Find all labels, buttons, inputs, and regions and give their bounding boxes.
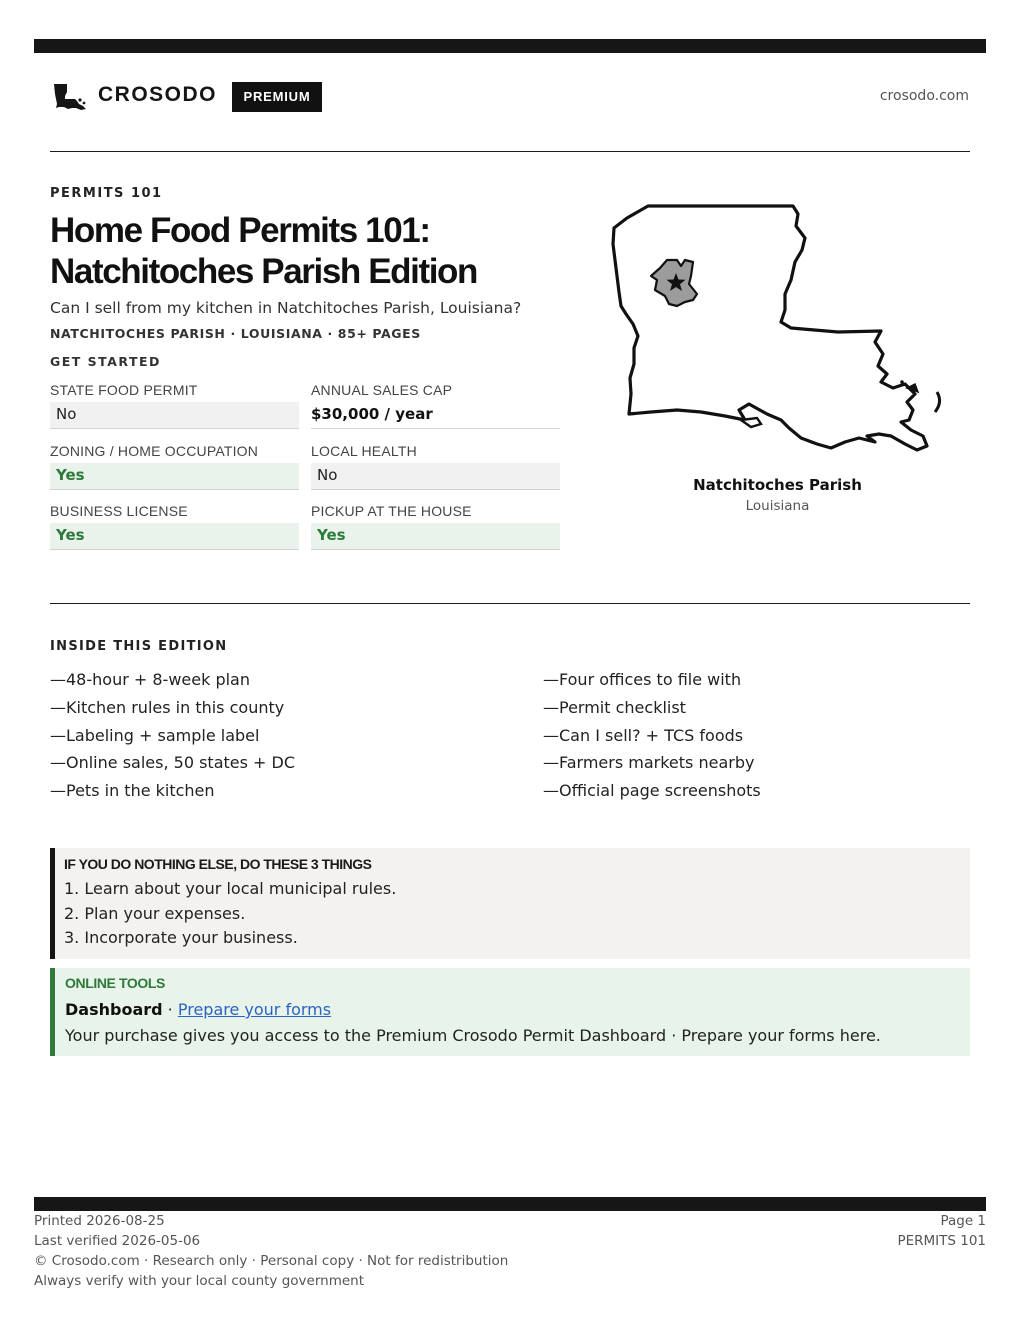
toc-item: —Labeling + sample label xyxy=(50,725,260,745)
toc-left-column xyxy=(50,666,490,805)
copyright-notice: © Crosodo.com · Research only · Personal copy · Not for redistribution xyxy=(34,1253,509,1269)
page-subtitle: Can I sell from my kitchen in Natchitoches Parish, Louisiana? xyxy=(50,299,522,317)
fact-value: Yes xyxy=(50,523,299,550)
inside-edition-heading: INSIDE THIS EDITION xyxy=(50,639,228,654)
fact-value: Yes xyxy=(311,523,560,550)
tools-description: Your purchase gives you access to the Premium Crosodo Permit Dashboard · Prepare your forms here. xyxy=(65,1026,881,1045)
callout-item: 3. Incorporate your business. xyxy=(64,928,298,948)
fact-value: Yes xyxy=(50,463,299,490)
fact-zoning xyxy=(50,443,299,498)
header-divider xyxy=(50,151,970,152)
verify-note: Always verify with your local county government xyxy=(34,1273,364,1289)
map-parish-name: Natchitoches Parish xyxy=(693,476,862,494)
toc-item: —Pets in the kitchen xyxy=(50,781,215,801)
fact-label: PICKUP AT THE HOUSE xyxy=(311,503,472,519)
edition-meta: NATCHITOCHES PARISH · LOUISIANA · 85+ PAGES xyxy=(50,326,421,341)
toc-item: —Farmers markets nearby xyxy=(543,753,755,773)
fact-value: No xyxy=(311,463,560,490)
lake-shape xyxy=(741,418,761,427)
toc-item: —Can I sell? + TCS foods xyxy=(543,725,744,745)
map-state-name: Louisiana xyxy=(745,498,810,514)
prepare-forms-link[interactable]: Prepare your forms xyxy=(177,1000,332,1019)
premium-badge: PREMIUM xyxy=(232,82,322,112)
top-rule-bar xyxy=(34,39,986,53)
callout-title: IF YOU DO NOTHING ELSE, DO THESE 3 THINGS xyxy=(64,856,372,872)
toc-item: —48-hour + 8-week plan xyxy=(50,670,250,689)
footer-right xyxy=(897,1211,986,1251)
toc-item: —Four offices to file with xyxy=(543,670,742,689)
site-url[interactable]: crosodo.com xyxy=(879,88,969,104)
footer-left xyxy=(34,1211,508,1291)
page-number: Page 1 xyxy=(940,1213,986,1229)
callout-item: 1. Learn about your local municipal rules. xyxy=(64,879,397,898)
fact-label: BUSINESS LICENSE xyxy=(50,503,188,519)
get-started-heading: GET STARTED xyxy=(50,354,161,369)
fact-value: No xyxy=(50,402,299,429)
toc-item: —Official page screenshots xyxy=(543,781,761,801)
fact-business-license xyxy=(50,503,299,558)
toc-item: —Kitchen rules in this county xyxy=(50,697,285,717)
title-line-2: Natchitoches Parish Edition xyxy=(50,252,478,291)
fact-label: ZONING / HOME OCCUPATION xyxy=(50,443,259,459)
permit-facts-grid xyxy=(50,382,560,558)
fact-state-food-permit xyxy=(50,382,299,437)
toc-right-column xyxy=(543,666,983,805)
fact-label: LOCAL HEALTH xyxy=(311,443,417,459)
state-outline xyxy=(613,206,927,450)
section-kicker: PERMITS 101 xyxy=(50,186,163,201)
bottom-rule-bar xyxy=(34,1197,986,1211)
island-shape xyxy=(935,392,940,412)
brand-name[interactable]: CROSODO xyxy=(98,83,218,106)
tools-links-line xyxy=(65,997,970,1023)
online-tools-callout xyxy=(50,968,970,1056)
fact-annual-sales-cap xyxy=(311,382,560,437)
fact-local-health xyxy=(311,443,560,498)
dashboard-label: Dashboard xyxy=(65,1000,163,1019)
title-line-1: Home Food Permits 101: xyxy=(50,211,430,250)
toc-item: —Online sales, 50 states + DC xyxy=(50,753,296,773)
louisiana-map xyxy=(605,198,950,463)
fact-value: $30,000 / year xyxy=(311,402,560,429)
callout-item: 2. Plan your expenses. xyxy=(64,903,246,923)
page-title xyxy=(50,210,590,292)
page-header xyxy=(50,78,970,118)
fact-pickup xyxy=(311,503,560,558)
toc-item: —Permit checklist xyxy=(543,697,686,717)
fact-label: ANNUAL SALES CAP xyxy=(311,382,453,398)
do-these-three-callout xyxy=(50,848,970,959)
printed-date: Printed 2026-08-25 xyxy=(34,1213,165,1229)
footer-section: PERMITS 101 xyxy=(897,1233,986,1249)
delta-dot xyxy=(900,380,904,384)
fact-label: STATE FOOD PERMIT xyxy=(50,382,198,398)
verified-date: Last verified 2026-05-06 xyxy=(34,1233,201,1249)
section-divider xyxy=(50,603,970,604)
tools-title: ONLINE TOOLS xyxy=(65,975,165,991)
louisiana-state-icon xyxy=(52,82,88,112)
link-separator: · xyxy=(162,1000,178,1019)
